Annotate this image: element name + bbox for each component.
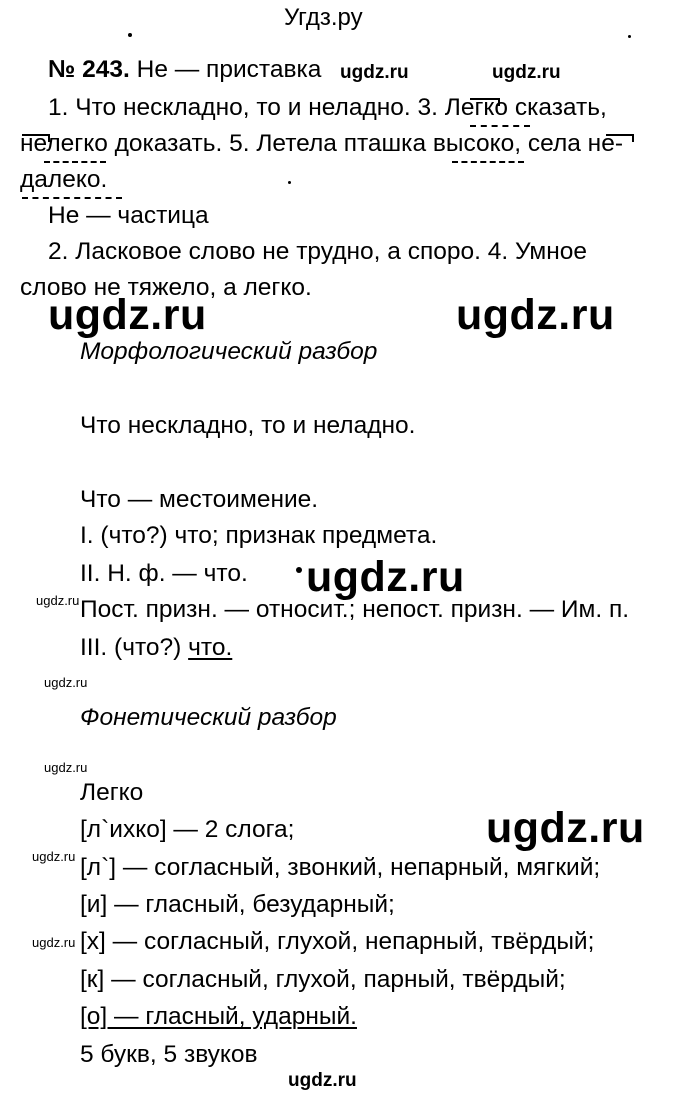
morph-point-subject: что.: [188, 634, 233, 661]
phon-transcription: [л`ихко] — 2 слога;: [80, 816, 295, 843]
root-mark: [44, 158, 106, 163]
task-heading: [48, 58, 321, 83]
section-title-morph: Морфологический разбор: [80, 338, 378, 365]
watermark: ugdz.ru: [456, 291, 615, 339]
speck: [128, 33, 132, 37]
morph-point: I. (что?) что; признак предмета.: [80, 522, 438, 549]
phon-summary: 5 букв, 5 звуков: [80, 1041, 258, 1068]
phon-word: Легко: [80, 779, 144, 806]
phon-sound: [к] — согласный, глухой, парный, твёрдый;: [80, 966, 566, 993]
root-mark: [22, 194, 122, 199]
text-line: 1. Что нескладно, то и неладно. 3. Легко сказать,: [48, 94, 607, 121]
watermark: ugdz.ru: [486, 804, 645, 852]
watermark: ugdz.ru: [306, 553, 465, 601]
watermark: ugdz.ru: [36, 593, 80, 608]
speck: [628, 35, 631, 38]
root-mark: [452, 158, 524, 163]
watermark: ugdz.ru: [492, 62, 561, 83]
watermark: ugdz.ru: [44, 760, 88, 775]
site-header: Угдз.ру: [284, 4, 363, 31]
task-heading-text: Не — приставка: [136, 56, 322, 83]
task-number: № 243.: [48, 56, 130, 83]
morph-sentence: Что нескладно, то и неладно.: [80, 412, 416, 439]
text-line: 2. Ласковое слово не трудно, а споро. 4. Умное: [48, 238, 588, 265]
morph-point: Пост. призн. — относит.; непост. призн. — Им. п.: [80, 596, 630, 623]
prefix-mark: [606, 134, 634, 142]
morph-word: Что — местоимение.: [80, 486, 319, 513]
morph-point: II. Н. ф. — что.: [80, 560, 248, 587]
morph-point-label: III. (что?): [80, 634, 189, 661]
phon-sound: [л`] — согласный, звонкий, непарный, мягкий;: [80, 854, 601, 881]
speck: [288, 181, 291, 184]
text-line: нелегко доказать. 5. Летела пташка высоко, села не-: [20, 130, 623, 157]
watermark: ugdz.ru: [32, 849, 76, 864]
prefix-mark: [470, 98, 500, 106]
text-line: слово не тяжело, а легко.: [20, 274, 312, 301]
phon-sound: [х] — согласный, глухой, непарный, твёрдый;: [80, 928, 595, 955]
section-title-phon: Фонетический разбор: [80, 704, 337, 731]
watermark: ugdz.ru: [32, 935, 76, 950]
phon-sound: [о] — гласный, ударный.: [80, 1003, 357, 1030]
root-mark: [470, 122, 530, 127]
speck: [296, 567, 302, 573]
watermark: ugdz.ru: [288, 1070, 357, 1091]
morph-point: [80, 636, 232, 661]
phon-sound: [и] — гласный, безударный;: [80, 891, 395, 918]
watermark: ugdz.ru: [44, 675, 88, 690]
subheading: Не — частица: [48, 202, 209, 229]
text-line: далеко.: [20, 166, 108, 193]
watermark: ugdz.ru: [340, 62, 409, 83]
prefix-mark: [22, 134, 50, 142]
watermark: ugdz.ru: [48, 291, 207, 339]
